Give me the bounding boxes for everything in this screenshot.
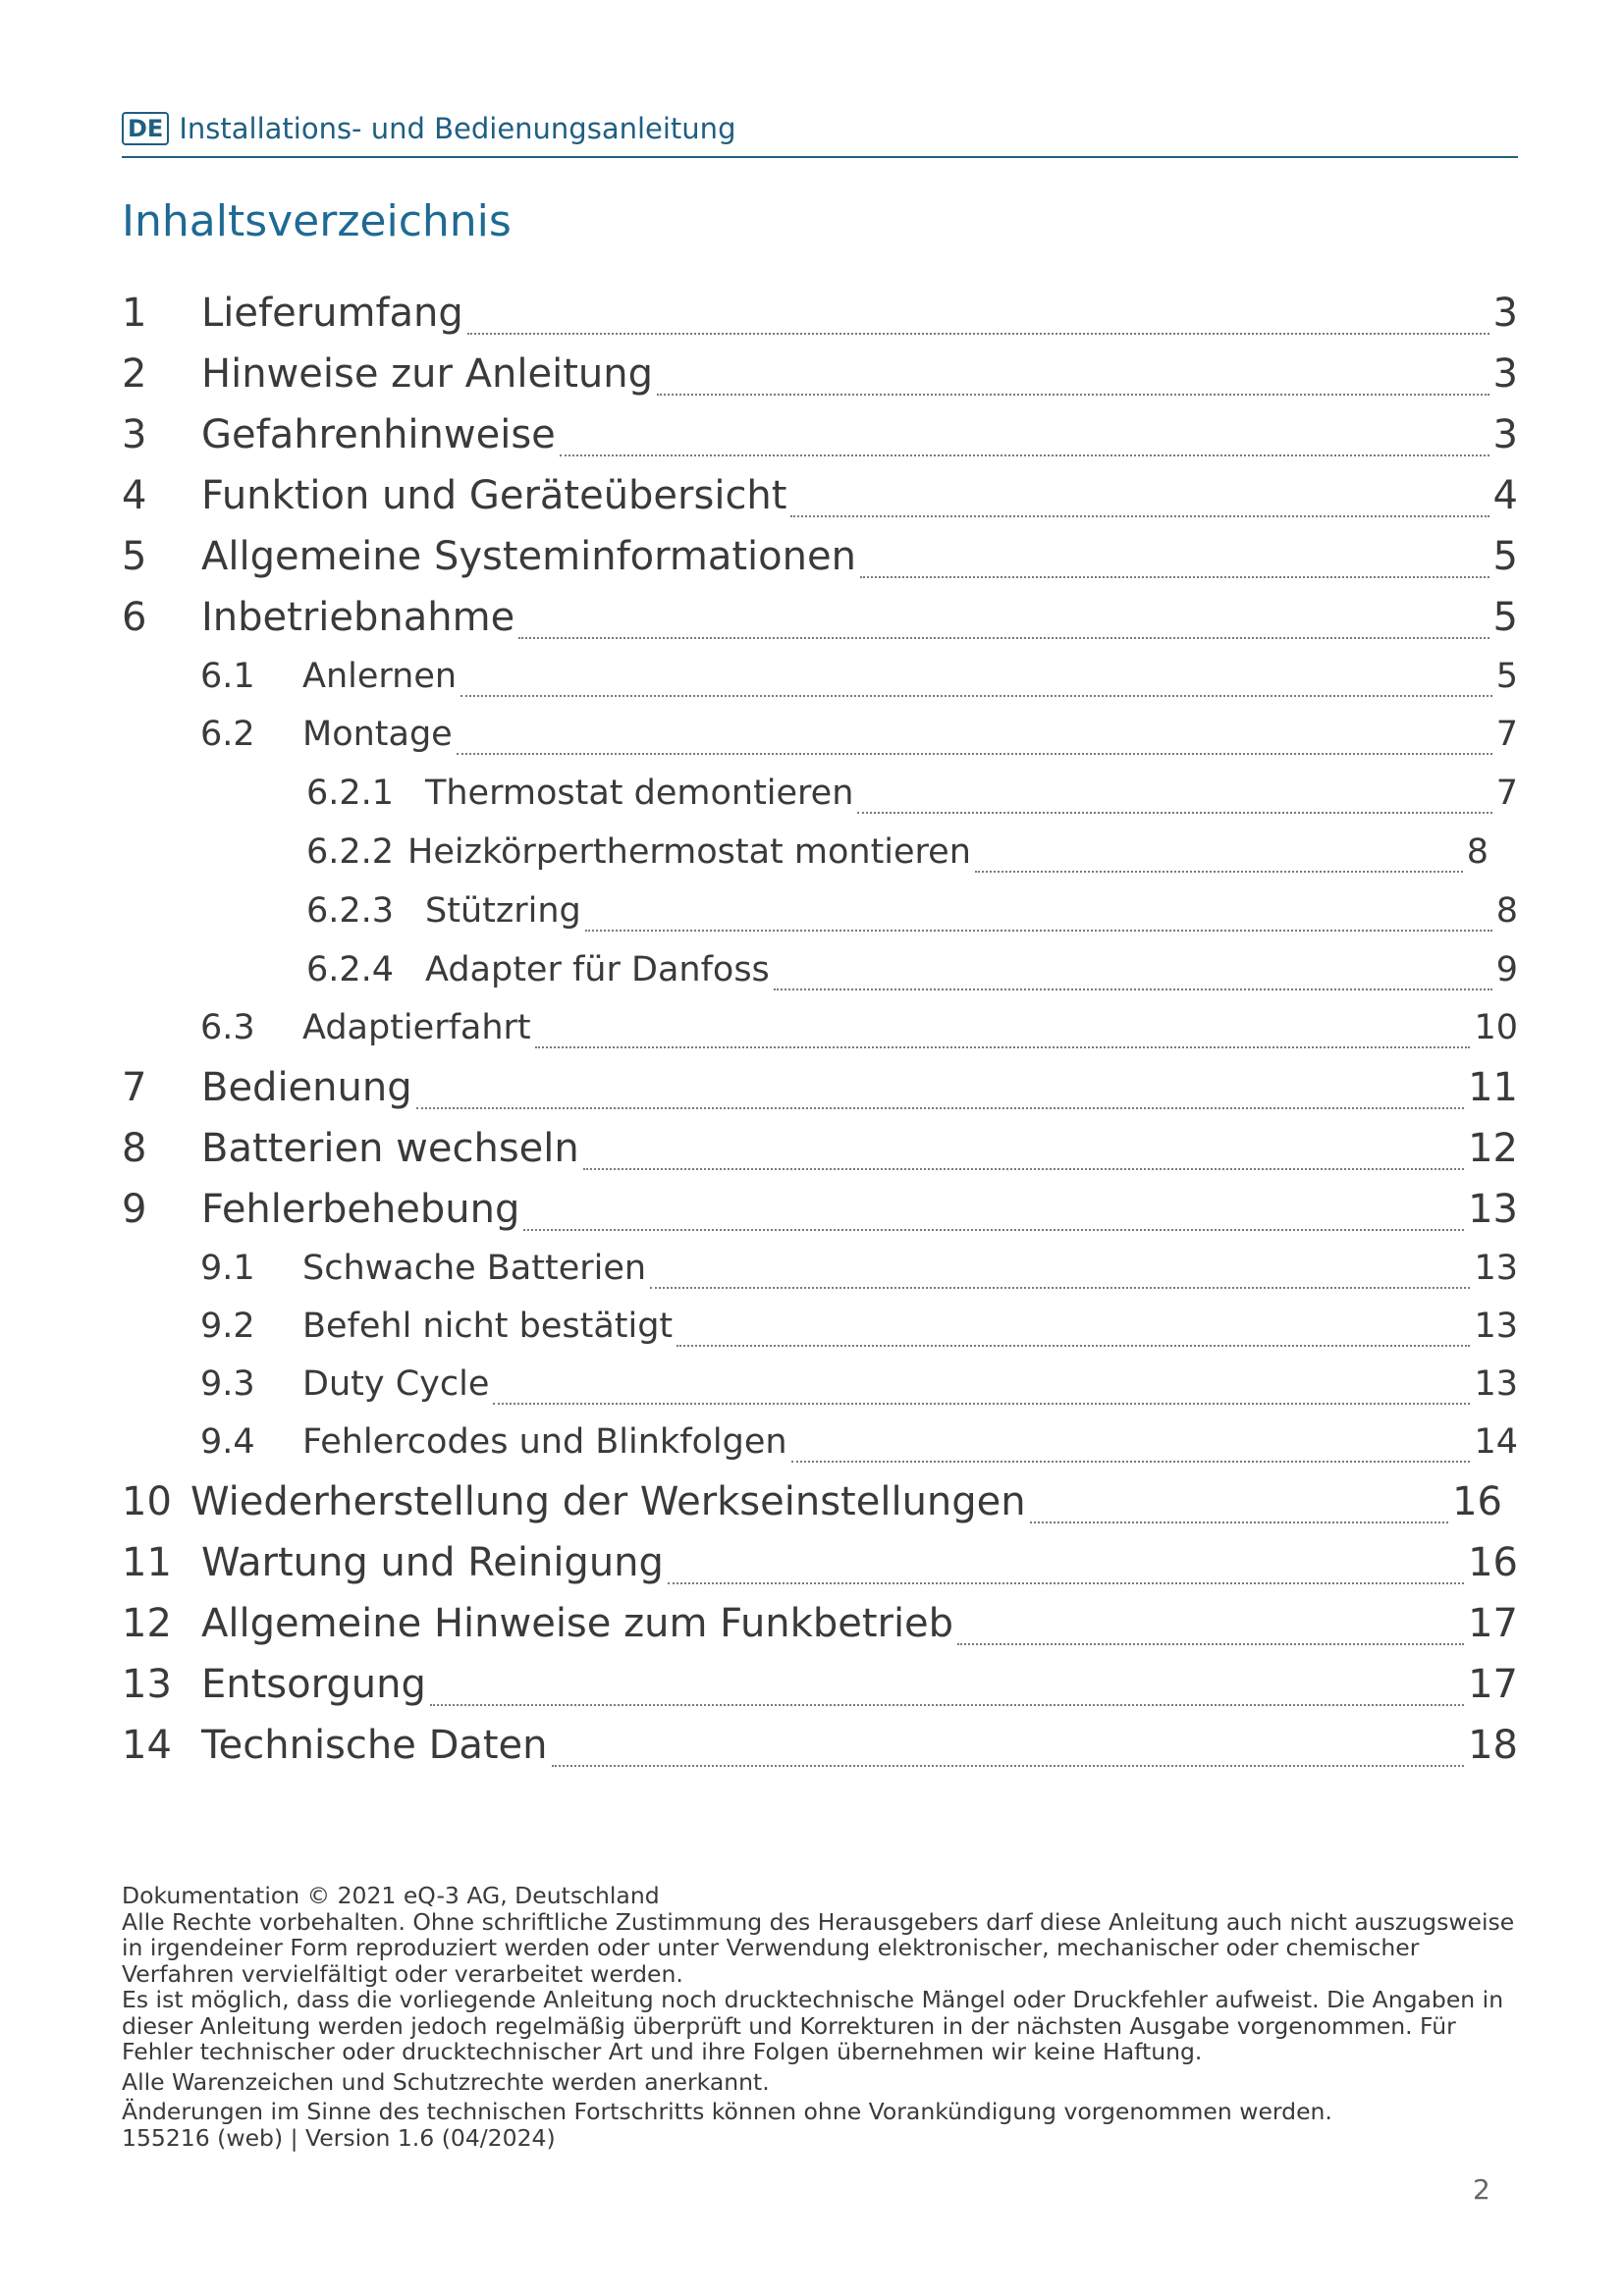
dot-leader	[668, 1582, 1464, 1584]
dot-leader	[416, 1107, 1464, 1109]
dot-leader	[657, 394, 1489, 396]
toc-page: 13	[1474, 1307, 1518, 1346]
toc-page: 9	[1495, 950, 1518, 989]
toc-page: 8	[1495, 891, 1518, 931]
dot-leader	[790, 515, 1489, 517]
toc-entry[interactable]	[122, 587, 1518, 648]
trademarks-line: Alle Warenzeichen und Schutzrechte werden anerkannt.	[122, 2067, 770, 2096]
toc-label: Allgemeine Systeminformationen	[201, 534, 856, 579]
toc-page: 5	[1492, 595, 1518, 640]
toc-page: 17	[1468, 1601, 1518, 1646]
toc-entry[interactable]	[122, 1356, 1518, 1414]
toc-page: 10	[1474, 1008, 1518, 1047]
toc-entry[interactable]	[122, 1715, 1518, 1776]
dot-leader	[857, 812, 1491, 814]
dot-leader	[457, 753, 1492, 755]
toc-entry[interactable]	[122, 526, 1518, 587]
toc-entry[interactable]	[122, 881, 1518, 940]
toc-label: Lieferumfang	[201, 291, 463, 336]
toc-page: 16	[1468, 1540, 1518, 1585]
toc-label: Befehl nicht bestätigt	[302, 1307, 674, 1346]
toc-number: 1	[122, 291, 147, 336]
toc-number: 3	[122, 412, 147, 457]
toc-number: 6.2	[200, 715, 255, 754]
toc-number: 6.2.3	[306, 891, 395, 931]
toc-label: Anlernen	[302, 657, 458, 696]
toc-page: 12	[1468, 1126, 1518, 1171]
toc-number: 6.1	[200, 657, 255, 696]
toc-number: 6.2.2	[306, 832, 395, 872]
toc-entry[interactable]	[122, 1414, 1518, 1471]
toc-page: 5	[1492, 534, 1518, 579]
toc-number: 8	[122, 1126, 147, 1171]
toc-entry[interactable]	[122, 764, 1518, 823]
legal-footer	[122, 1883, 1518, 2151]
dot-leader	[583, 1168, 1464, 1170]
toc-label: Stützring	[425, 891, 581, 931]
toc-entry[interactable]	[122, 648, 1518, 706]
dot-leader	[1030, 1522, 1448, 1523]
toc-entry[interactable]	[122, 283, 1518, 344]
dot-leader	[677, 1345, 1470, 1347]
changes-line: Änderungen im Sinne des technischen Fortschritts können ohne Vorankündigung vorgenommen werden.	[122, 2098, 1332, 2125]
dot-leader	[523, 1229, 1464, 1231]
table-of-contents	[122, 283, 1518, 1776]
toc-label: Entsorgung	[201, 1662, 426, 1707]
toc-number: 9.2	[200, 1307, 255, 1346]
toc-entry[interactable]	[122, 1240, 1518, 1298]
toc-label: Fehlercodes und Blinkfolgen	[302, 1422, 787, 1462]
toc-page: 8	[1466, 832, 1489, 872]
toc-page: 16	[1452, 1479, 1502, 1524]
dot-leader	[975, 871, 1463, 873]
toc-entry[interactable]	[122, 1471, 1518, 1532]
toc-label: Wiederherstellung der Werkseinstellungen	[190, 1479, 1026, 1524]
toc-entry[interactable]	[122, 1654, 1518, 1715]
toc-title: Inhaltsverzeichnis	[122, 196, 512, 246]
toc-page: 13	[1468, 1187, 1518, 1232]
dot-leader	[860, 576, 1489, 578]
dot-leader	[650, 1287, 1470, 1289]
toc-number: 6.2.1	[306, 774, 395, 813]
toc-page: 13	[1474, 1249, 1518, 1288]
toc-label: Duty Cycle	[302, 1364, 490, 1404]
toc-number: 6	[122, 595, 147, 640]
dot-leader	[585, 930, 1492, 932]
toc-page: 18	[1468, 1723, 1518, 1768]
toc-page: 5	[1495, 657, 1518, 696]
toc-label: Adapter für Danfoss	[425, 950, 770, 989]
page-number: 2	[1473, 2173, 1490, 2206]
toc-entry[interactable]	[122, 1298, 1518, 1356]
language-badge: DE	[122, 112, 169, 145]
toc-entry[interactable]	[122, 404, 1518, 465]
toc-label: Allgemeine Hinweise zum Funkbetrieb	[201, 1601, 954, 1646]
dot-leader	[535, 1046, 1471, 1048]
toc-page: 3	[1492, 291, 1518, 336]
dot-leader	[560, 454, 1489, 456]
toc-label: Thermostat demontieren	[425, 774, 854, 813]
toc-number: 6.2.4	[306, 950, 395, 989]
header-title: Installations- und Bedienungsanleitung	[179, 112, 736, 145]
toc-number: 9.1	[200, 1249, 255, 1288]
dot-leader	[518, 637, 1489, 639]
toc-number: 4	[122, 473, 147, 518]
toc-number: 11	[122, 1540, 172, 1585]
toc-number: 9.4	[200, 1422, 255, 1462]
toc-label: Wartung und Reinigung	[201, 1540, 664, 1585]
toc-entry[interactable]	[122, 465, 1518, 526]
toc-number: 13	[122, 1662, 172, 1707]
toc-page: 3	[1492, 412, 1518, 457]
toc-number: 14	[122, 1723, 172, 1768]
toc-number: 2	[122, 351, 147, 397]
toc-page: 3	[1492, 351, 1518, 397]
toc-entry[interactable]	[122, 706, 1518, 764]
toc-entry[interactable]	[122, 1118, 1518, 1179]
toc-entry[interactable]	[122, 1179, 1518, 1240]
dot-leader	[493, 1403, 1470, 1405]
toc-entry[interactable]	[122, 1057, 1518, 1118]
toc-page: 11	[1468, 1065, 1518, 1110]
toc-label: Schwache Batterien	[302, 1249, 647, 1288]
toc-label: Heizkörperthermostat montieren	[407, 832, 971, 872]
dot-leader	[774, 988, 1492, 990]
dot-leader	[430, 1704, 1464, 1706]
toc-entry[interactable]	[122, 940, 1518, 999]
toc-number: 5	[122, 534, 147, 579]
dot-leader	[791, 1461, 1471, 1463]
toc-label: Adaptierfahrt	[302, 1008, 531, 1047]
toc-label: Bedienung	[201, 1065, 412, 1110]
toc-number: 10	[122, 1479, 172, 1524]
toc-label: Hinweise zur Anleitung	[201, 351, 653, 397]
toc-entry[interactable]	[122, 344, 1518, 404]
toc-label: Technische Daten	[201, 1723, 548, 1768]
toc-page: 7	[1495, 774, 1518, 813]
toc-label: Gefahrenhinweise	[201, 412, 556, 457]
toc-entry[interactable]	[122, 1532, 1518, 1593]
page-header	[122, 101, 1518, 158]
copyright-line: Dokumentation © 2021 eQ-3 AG, Deutschland	[122, 1882, 660, 1909]
toc-number: 9	[122, 1187, 147, 1232]
toc-number: 9.3	[200, 1364, 255, 1404]
toc-label: Funktion und Geräteübersicht	[201, 473, 787, 518]
toc-entry[interactable]	[122, 823, 1518, 881]
toc-page: 14	[1474, 1422, 1518, 1462]
toc-page: 7	[1495, 715, 1518, 754]
errors-paragraph: Es ist möglich, dass die vorliegende Anleitung noch drucktechnische Mängel oder Druckfehler aufweist. Die Angaben in dieser Anleitung werden jedoch regelmäßig überprüft und Korrekturen in der nächsten Ausgabe vorgenommen. Für Fehler technischer oder drucktechnischer Art und ihre Folgen übernehmen wir keine Haftung.	[122, 1986, 1504, 2065]
toc-label: Montage	[302, 715, 453, 754]
toc-entry[interactable]	[122, 999, 1518, 1057]
dot-leader	[460, 695, 1492, 697]
toc-number: 7	[122, 1065, 147, 1110]
version-line: 155216 (web) | Version 1.6 (04/2024)	[122, 2123, 556, 2152]
toc-label: Fehlerbehebung	[201, 1187, 520, 1232]
toc-label: Batterien wechseln	[201, 1126, 579, 1171]
dot-leader	[552, 1765, 1465, 1767]
toc-page: 17	[1468, 1662, 1518, 1707]
toc-label: Inbetriebnahme	[201, 595, 515, 640]
toc-number: 12	[122, 1601, 172, 1646]
dot-leader	[467, 333, 1489, 335]
toc-page: 13	[1474, 1364, 1518, 1404]
toc-entry[interactable]	[122, 1593, 1518, 1654]
rights-paragraph: Alle Rechte vorbehalten. Ohne schriftliche Zustimmung des Herausgebers darf diese Anleitung auch nicht auszugsweise in irgendeiner Form reproduziert werden oder unter Verwendung elektronischer, mechanischer oder chemischer Verfahren vervielfältigt oder verarbeitet werden.	[122, 1907, 1515, 1988]
toc-page: 4	[1492, 473, 1518, 518]
dot-leader	[957, 1643, 1464, 1645]
toc-number: 6.3	[200, 1008, 255, 1047]
